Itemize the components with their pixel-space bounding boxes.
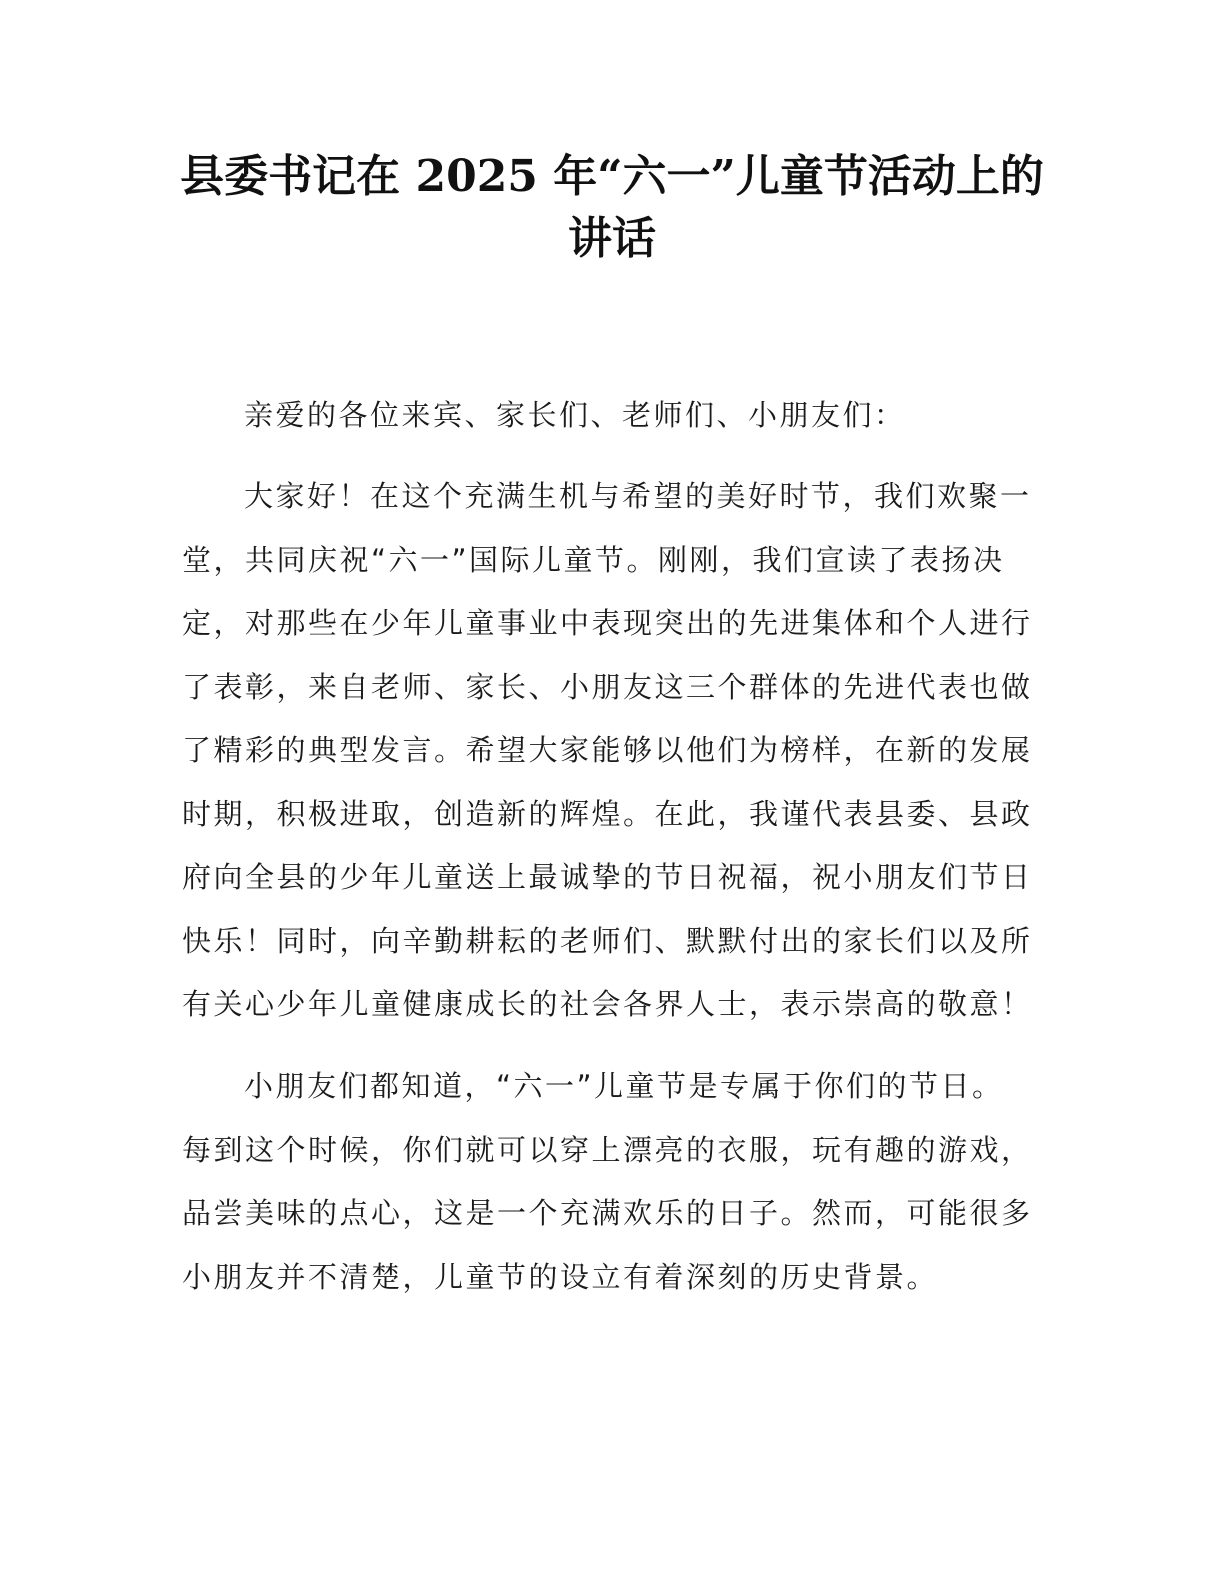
paragraph-line: 了表彰，来自老师、家长、小朋友这三个群体的先进代表也做 [182,669,1033,704]
title-line: 县委书记在 2025 年“六一”儿童节活动上的 [180,151,1044,202]
paragraph-line: 府向全县的少年儿童送上最诚挚的节日祝福，祝小朋友们节日 [182,860,1033,894]
title-line: 讲话 [568,213,656,264]
body-paragraph [182,1055,1042,1309]
body-paragraph [182,465,1042,1037]
document-title [150,146,1074,270]
paragraph-line: 时期，积极进取，创造新的辉煌。在此，我谨代表县委、县政 [182,796,1033,831]
paragraph-line: 定，对那些在少年儿童事业中表现突出的先进集体和个人进行 [182,606,1033,640]
paragraph-line: 品尝美味的点心，这是一个充满欢乐的日子。然而，可能很多 [182,1196,1033,1230]
paragraph-line: 堂，共同庆祝“六一”国际儿童节。刚刚，我们宣读了表扬决 [182,542,1005,577]
paragraph-line: 小朋友们都知道，“六一”儿童节是专属于你们的节日。 [244,1069,1004,1103]
paragraph-line: 有关心少年儿童健康成长的社会各界人士，表示崇高的敬意！ [182,987,1033,1021]
paragraph-line: 快乐！同时，向辛勤耕耘的老师们、默默付出的家长们以及所 [182,923,1033,958]
salutation: 亲爱的各位来宾、家长们、老师们、小朋友们： [244,398,906,432]
paragraph-line: 小朋友并不清楚，儿童节的设立有着深刻的历史背景。 [182,1259,939,1294]
paragraph-line: 大家好！在这个充满生机与希望的美好时节，我们欢聚一 [244,479,1032,513]
paragraph-line: 了精彩的典型发言。希望大家能够以他们为榜样，在新的发展 [182,733,1033,767]
paragraph-line: 每到这个时候，你们就可以穿上漂亮的衣服，玩有趣的游戏， [182,1132,1033,1167]
